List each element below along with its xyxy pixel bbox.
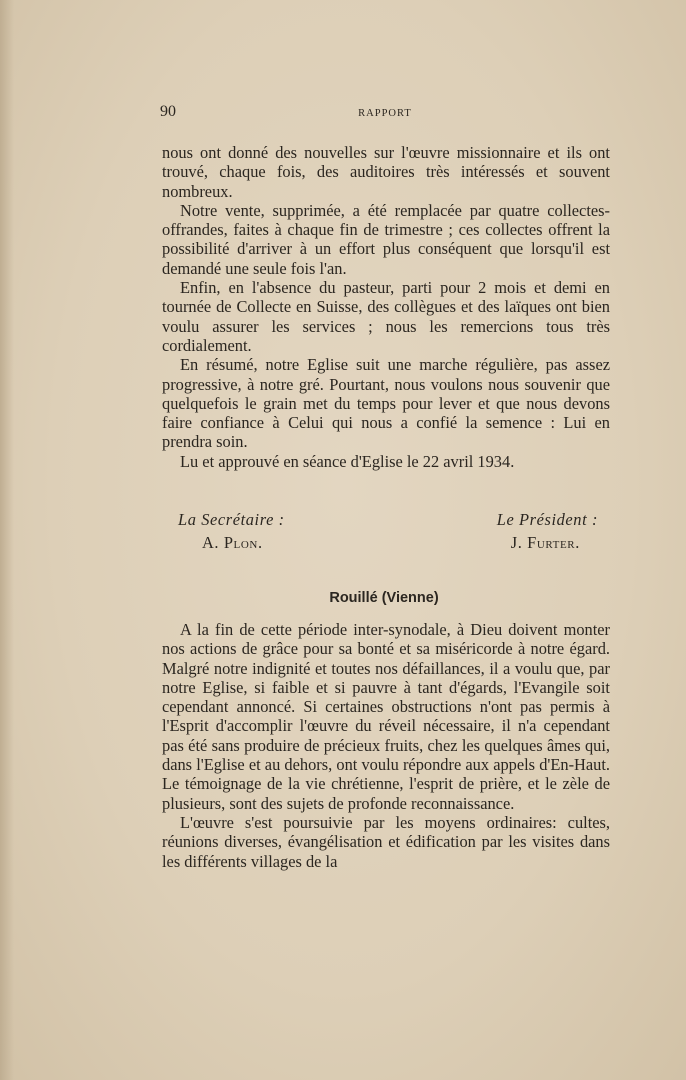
- paragraph: nous ont donné des nouvelles sur l'œuvre missionnaire et ils ont trouvé, chaque fois, des auditoires très intéressés et souvent nombreux.: [162, 143, 610, 201]
- signature-secretary: [178, 510, 285, 553]
- section-text-block: [162, 620, 610, 871]
- secretary-title: La Secrétaire :: [178, 510, 285, 529]
- page-number: 90: [160, 103, 176, 120]
- secretary-name: A. Plon.: [202, 533, 263, 552]
- paragraph: A la fin de cette période inter-synodale, à Dieu doivent monter nos actions de grâce pour sa bonté et sa miséricorde à notre égard. Malgré notre indignité et toutes nos défaillances, il a voulu que, par notre Eglise, si faible et si pauvre à tant d'égards, l'Evangile soit cependant annoncé. Si certaines obstructions n'ont pas permis à l'Esprit d'accomplir l'œuvre du réveil nécessaire, il n'a cependant pas été sans produire de précieux fruits, chez les quelques âmes qui, dans l'Eglise et au dehors, ont voulu répondre aux appels d'En-Haut. Le témoignage de la vie chrétienne, l'esprit de prière, et le zèle de plusieurs, sont des sujets de profonde reconnaissance.: [162, 620, 610, 813]
- president-title: Le Président :: [496, 510, 598, 529]
- running-title: RAPPORT: [358, 108, 412, 119]
- paragraph: Notre vente, supprimée, a été remplacée par quatre collectes-offrandes, faites à chaque fin de trimestre ; ces collectes offrent la possibilité d'arriver à un effort plus conséquent que lorsqu'il est demandé une seule fois l'an.: [162, 200, 610, 278]
- paragraph: Enfin, en l'absence du pasteur, parti pour 2 mois et demi en tournée de Collecte en Suisse, des collègues et des laïques ont bien voulu assurer les services ; nous les remercions tous très cordialement.: [162, 278, 610, 355]
- page-header: [160, 103, 610, 125]
- paragraph: Lu et approuvé en séance d'Eglise le 22 avril 1934.: [180, 451, 515, 471]
- paragraph: L'œuvre s'est poursuivie par les moyens ordinaires: cultes, réunions diverses, évangélisation et édification par les visites dans les différents villages de la: [162, 812, 610, 871]
- report-text-block: [162, 143, 610, 471]
- page-edge-shadow: [0, 0, 14, 1080]
- paragraph: En résumé, notre Eglise suit une marche régulière, pas assez progressive, à notre gré. Pourtant, nous voulons nous souvenir que quelquefois le grain met du temps pour lever et que nous devons faire confiance à Celui qui nous a confié la semence : Lui en prendra soin.: [162, 355, 610, 452]
- section-heading: Rouillé (Vienne): [329, 590, 439, 606]
- signature-president: [497, 510, 598, 553]
- signatures: [178, 510, 598, 554]
- president-name: J. Furter.: [510, 533, 580, 552]
